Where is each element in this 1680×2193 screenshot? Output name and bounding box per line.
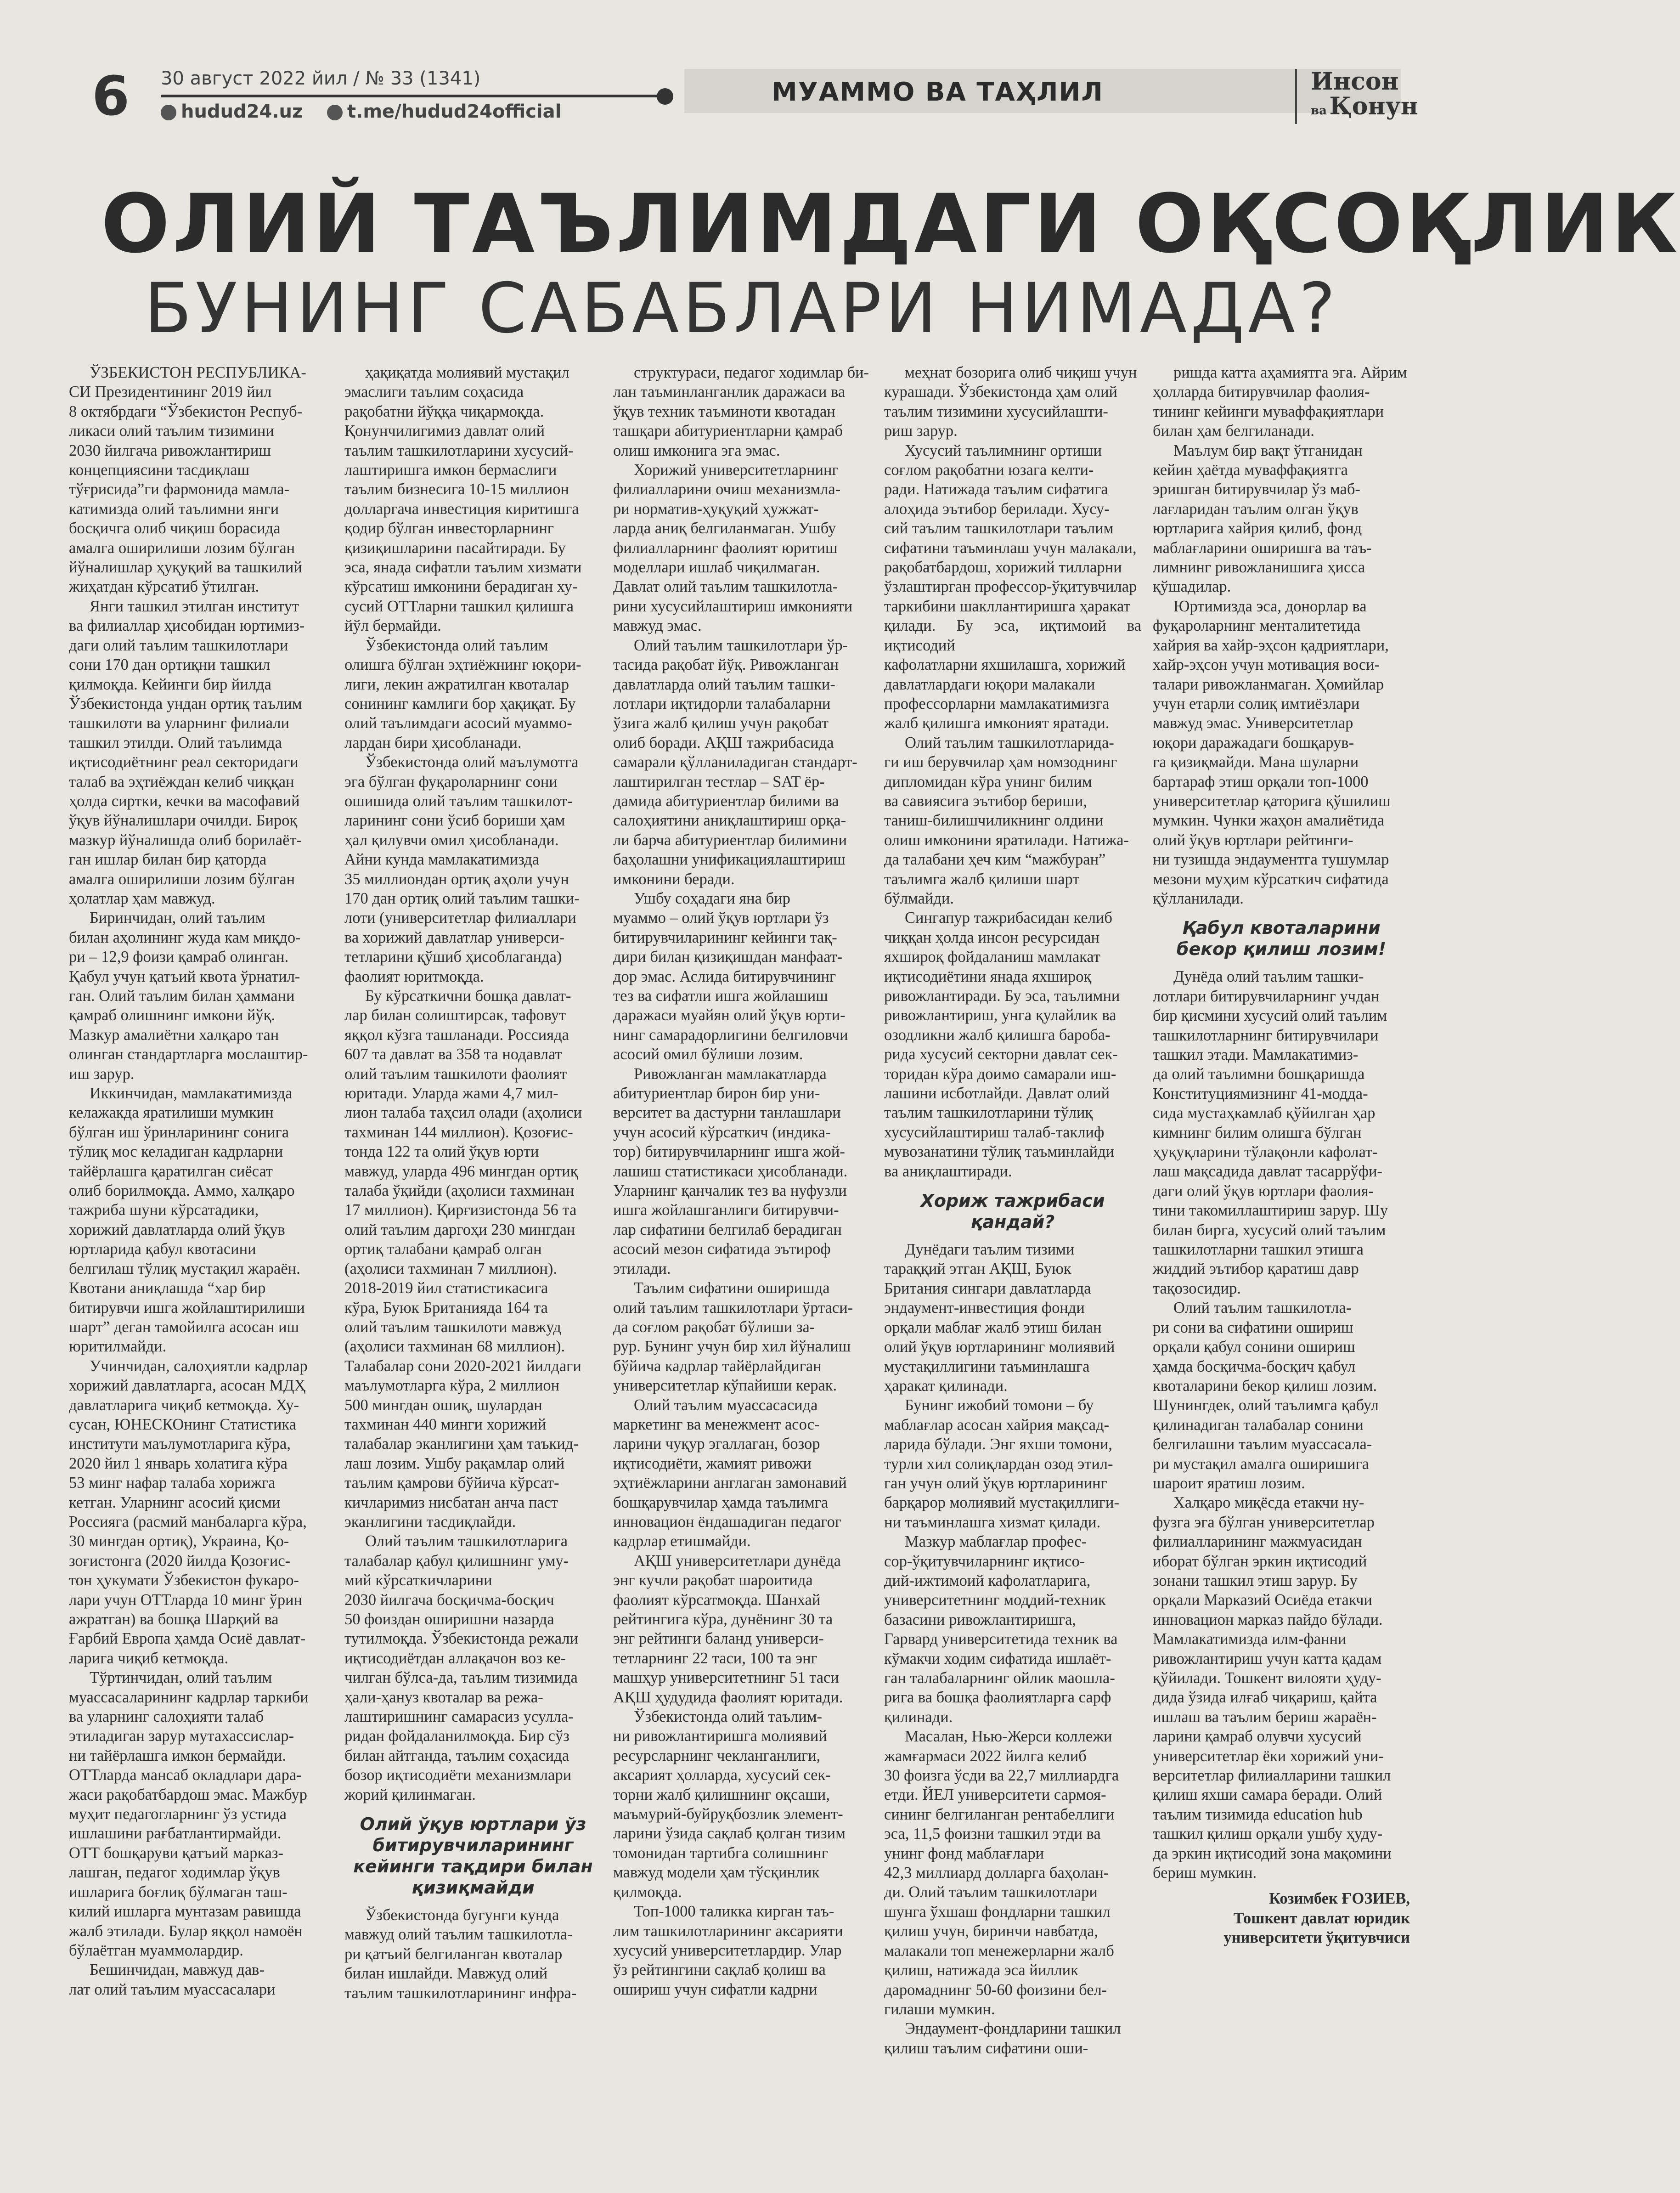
paragraph: Ушбу соҳадаги яна бир муаммо – олий ўқув юртлари ўз битирувчиларининг кейинги тақ- дири билан қизиқишдан манфаат- дор эмас. Аслида битирувчининг тез ва сифатли ишга жойлашиш даражаси муайян олий ўқув юрти- нинг самарадорлигини белгиловчи асосий омил бўлиши лозим. [613,889,848,1063]
paragraph: ришда катта аҳамиятга эга. Айрим ҳолларда битирувчилар фаолия- тининг кейинги муваффақиятлари билан ҳам белгиланади. [1153,364,1407,440]
column-5 [1153,363,1410,1948]
paragraph: Дунёдаги таълим тизими тараққий этган АҚШ, Буюк Британия сингари давлатларда эндаумент-инвестиция фонди орқали маблағ жалб этиш билан олий ўқув юртларининг молиявий мустақиллигини таъминлашга ҳаракат қилинади. [884,1241,1115,1395]
paragraph: Мазкур маблағлар профес- сор-ўқитувчиларнинг иқтисо- дий-ижтимоий кафолатларига, университетнинг моддий-техник базасини ривожлантиришга, Гарвард университетида техник ва кўмакчи ходим сифатида ишлаёт- ган талабаларнинг ойлик маошла- рига ва бошқа фаолиятларга сарф қилинади. [884,1533,1118,1726]
paragraph: Олий таълим ташкилотла- ри сони ва сифатини ошириш орқали қабул сонини ошириш ҳамда босқичма-босқич қабул квоталарини бекор қилиш лозим. Шунингдек, олий таълимга қабул қилинадиган талабалар сонини белгилашни таълим муассасала- ри мустақил амалга оширишига шароит яратиш лозим. [1153,1299,1379,1492]
page-number: 6 [92,64,130,128]
author-name: Козимбек ҒОЗИЕВ, [1269,1890,1410,1908]
column-2 [344,363,602,2003]
paragraph: Юртимизда эса, донорлар ва фуқароларнинг менталитетида хайрия ва хайр-эҳсон қадриятлари, хайр-эҳсон учун мотивация воси- талари ривожланмаган. Ҳомийлар учун етарли солиқ имтиёзлари мавжуд эмас. Университетлар юқори даражадаги бошқарув- га қизиқмайди. Мана шуларни бартараф этиш орқали топ-1000 университетлар қаторига қўшилиш мумкин. Чунки жаҳон амалиётида олий ўқув юртлари рейтинги- ни тузишда эндаументга тушумлар мезони муҳим кўрсаткич сифатида қўлланилади. [1153,597,1391,907]
paragraph: Ўзбекистонда олий таълим олишга бўлган эҳтиёжнинг юқори- лиги, лекин ажратилган квоталар сонининг камлиги бор ҳақиқат. Бу олий таълимдаги асосий муаммо- лардан бири ҳисобланади. [344,636,581,752]
paragraph: Олий таълим ташкилотлари ўр- тасида рақобат йўқ. Ривожланган давлатларда олий таълим ташки- лотлари иқтидорли талабаларни ўзига жалб қилиш учун рақобат олиб боради. АҚШ тажрибасида самарали қўлланиладиган стандарт- лаштирилган тестлар – SAT ёр- дамида абитуриентлар билими ва салоҳиятини аниқлаштириш орқа- ли барча абитуриентлар билимини баҳолашни унификациялаштириш имконини беради. [613,636,857,888]
paragraph: ЎЗБЕКИСТОН РЕСПУБЛИКА- СИ Президентининг 2019 йил 8 октябрдаги “Ўзбекистон Респуб- ликаси олий таълим тизимини 2030 йилгача ривожлантириш концепциясини тасдиқлаш тўғрисида”ги фармонида мамла- катимизда олий таълимни янги босқичга олиб чиқиш борасида амалга оширилиши лозим бўлган йўналишлар ҳуқуқий ва ташкилий жиҳатдан кўрсатиб ўтилган. [69,364,306,596]
paragraph: Сингапур тажрибасидан келиб чиққан ҳолда инсон ресурсидан яхшироқ фойдаланиш мамлакат иқтисодиётини янада яхшироқ ривожлантиради. Бу эса, таълимни ривожлантириш, унга қулайлик ва озодликни жалб қилишга бароба- рида хусусий секторни давлат сек- торидан кўра доимо самарали иш- лашини исботлайди. Давлат олий таълим ташкилотларини тўлиқ хусусийлаштириш талаб-таклиф мувозанатини тўлиқ таъминлайди ва аниқлаштиради. [884,909,1120,1180]
paragraph: Таълим сифатини оширишда олий таълим ташкилотлари ўртаси- да соғлом рақобат бўлиши за- рур. Бунинг учун бир хил йўналиш бўйича кадрлар тайёрлайдиган университетлар кўпайиши керак. [613,1279,853,1395]
paragraph: Ўзбекистонда олий таълим- ни ривожлантиришга молиявий ресурсларнинг чекланганлиги, аксарият ҳолларда, хусусий сек- торни жалб қилишнинг оқсаши, маъмурий-буйруқбозлик элемент- ларини ўзида сақлаб қолган тизим томонидан тартибга солишнинг мавжуд модели ҳам тўсқинлик қилмоқда. [613,1708,846,1901]
paragraph: Бу кўрсаткични бошқа давлат- лар билан солиштирсак, тафовут яққол кўзга ташланади. Россияда 607 та давлат ва 358 та нодавлат олий таълим ташкилоти фаолият юритади. Уларда жами 4,7 мил- лион талаба таҳсил олади (аҳолиси тахминан 144 миллион). Қозоғис- тонда 122 та олий ўқув юрти мавжуд, уларда 496 мингдан ортиқ талаба ўқийди (аҳолиси тахминан 17 миллион). Қирғизистонда 56 та олий таълим даргоҳи 230 мингдан ортиқ талабани қамраб олган (аҳолиси тахминан 7 миллион). 2018-2019 йил статистикасига кўра, Буюк Британияда 164 та олий таълим ташкилоти мавжуд (аҳолиси тахминан 68 миллион). Талабалар сони 2020-2021 йилдаги маълумотларга кўра, 2 миллион 500 мингдан ошиқ, шулардан тахминан 440 минги хорижий талабалар эканлигини ҳам таъкид- лаш лозим. Ушбу рақамлар олий таълим қамрови бўйича кўрсат- кичларимиз нисбатан анча паст эканлигини тасдиқлайди. [344,987,582,1531]
paragraph: Учинчидан, салоҳиятли кадрлар хорижий давлатларга, асосан МДҲ давлатларига чиқиб кетмоқда. Ху- сусан, ЮНЕСКОнинг Статистика институти маълумотларига кўра, 2020 йил 1 январь холатига кўра 53 минг нафар талаба хорижга кетган. Уларнинг асосий қисми Россияга (расмий манбаларга кўра, 30 мингдан ортиқ), Украина, Қо- зоғистонга (2020 йилда Қозоғис- тон ҳукумати Ўзбекистон фукаро- лари учун ОТТларда 10 минг ўрин ажратган) ва бошқа Шарқий ва Ғарбий Европа ҳамда Осиё давлат- ларига чиқиб кетмоқда. [69,1357,308,1667]
paragraph: ҳақиқатда молиявий мустақил эмаслиги таълим соҳасида рақобатни йўққа чиқармоқда. Қонунчилигимиз давлат олий таълим ташкилотларини хусусий- лаштиришга имкон бермаслиги таълим бизнесига 10-15 миллион долларгача инвестиция киритишга қодир бўлган инвесторларнинг қизиқишларини пасайтиради. Бу эса, янада сифатли таълим хизмати кўрсатиш имконини берадиган ху- сусий ОТТларни ташкил қилишга йўл бермайди. [344,364,582,635]
subheading: Олий ўқув юртлари ўз битирувчиларининг кейинги тақдири билан қизиқмайди [353,1814,593,1898]
globe-icon [161,105,176,120]
author-title: Тошкент давлат юридик университети ўқитувчиси [1223,1909,1410,1947]
page-header [92,64,1424,142]
paragraph: Олий таълим ташкилотларида- ги иш берувчилар ҳам номзоднинг дипломидан кўра унинг билим ва савиясига эътибор бериши, таниш-билишчиликнинг олдини олиш имконини яратилади. Натижа- да талабани ҳеч ким “мажбуран” таълимга жалб қилиши шарт бўлмайди. [884,734,1129,907]
paragraph: Тўртинчидан, олий таълим муассасаларининг кадрлар таркиби ва уларнинг салоҳияти талаб этиладиган зарур мутахассислар- ни тайёрлашга имкон бермайди. ОТТларда мансаб окладлари дара- жаси рақобатбардош эмас. Мажбур муҳит педагогларнинг ўз устида ишлашини рағбатлантирмайди. ОТТ бошқаруви қатъий марказ- лашган, педагог ходимлар ўқув ишларига боғлиқ бўлмаган таш- килий ишларга мунтазам равишда жалб этилади. Булар яққол намоён бўлаётган муаммолардир. [69,1669,309,1959]
author-signature [1153,1889,1410,1947]
paragraph: АҚШ университетлари дунёда энг кучли рақобат шароитида фаолият кўрсатмоқда. Шанхай рейтингига кўра, дунёнинг 30 та энг рейтинги баланд универси- тетларнинг 22 таси, 100 та энг машҳур университетнинг 51 таси АҚШ ҳудудида фаолият юритади. [613,1552,843,1706]
section-title: МУАММО ВА ТАҲЛИЛ [772,77,1104,107]
paragraph: Дунёда олий таълим ташки- лотлари битирувчиларнинг учдан бир қисмини хусусий олий таълим ташкилотларнинг битирувчилари ташкил этади. Мамлакатимиз- да олий таълимни бошқаришда Конституциямизнинг 41-модда- сида мустаҳкамлаб қўйилган ҳар кимнинг билим олишга бўлган ҳуқуқларини тўлақонли кафолат- лаш мақсадида давлат тасаррўфи- даги олий ўқув юртлари фаолия- тини такомиллаштириш зарур. Шу билан бирга, хусусий олий таълим ташкилотларни ташкил этишга жиддий эътибор қаратиш давр тақозосидир. [1153,968,1388,1297]
paragraph: Бешинчидан, мавжуд дав- лат олий таълим муассасалари [69,1961,276,1998]
column-4 [884,363,1141,2058]
subheading: Хориж тажрибаси қандай? [920,1191,1105,1232]
header-rule [161,95,666,97]
article-subtitle: БУНИНГ САБАБЛАРИ НИМАДА? [144,269,1339,349]
header-links [161,101,580,122]
paragraph: Ўзбекистонда олий маълумотга эга бўлган фуқароларнинг сони ошишида олий таълим ташкилот- ларининг сони ўсиб бориши ҳам ҳал қилувчи омил ҳисобланади. Айни кунда мамлакатимизда 35 миллиондан ортиқ аҳоли учун 170 дан ортиқ олий таълим ташки- лоти (университетлар филиаллари ва хорижий давлатлар универси- тетларини қўшиб ҳисоблаганда) фаолият юритмоқда. [344,753,580,985]
paragraph: Эндаумент-фондларини ташкил қилиш таълим сифатини оши- [884,2020,1121,2057]
column-1 [69,363,326,1999]
website-link[interactable]: hudud24.uz [161,101,303,122]
telegram-link[interactable]: t.me/hudud24official [327,101,561,122]
paragraph: Янги ташкил этилган институт ва филиаллар ҳисобидан юртимиз- даги олий таълим ташкилотлари сони 170 дан ортиқни ташкил қилмоқда. Кейинги бир йилда Ўзбекистонда ундан ортиқ таълим ташкилоти ва уларнинг филиали ташкил этилди. Олий таълимда иқтисодиётнинг реал секторидаги талаб ва эҳтиёждан келиб чиққан ҳолда сиртки, кечки ва масофавий ўқув йўналишлари очилди. Бироқ мазкур йўналишда олиб борилаёт- ган ишлар билан бир қаторда амалга оширилиши лозим бўлган ҳолатлар ҳам мавжуд. [69,597,305,907]
header-dot [657,88,673,105]
paragraph: Ривожланган мамлакатларда абитуриентлар бирон бир уни- верситет ва дастурни танлашлари учун асосий кўрсаткич (индика- тор) битирувчиларнинг ишга жой- лашиш статистикаси ҳисобланади. Уларнинг қанчалик тез ва нуфузли ишга жойлашганлиги битирувчи- лар сифатини белгилаб берадиган асосий мезон сифатида эътироф этилади. [613,1065,848,1277]
paragraph: Маълум бир вақт ўтганидан кейин ҳаётда муваффақиятга эришган битирувчилар ўз маб- лағларидан таълим олган ўқув юртларига хайрия қилиб, фонд маблағларини оширишга ва таъ- лимнинг ривожланишига ҳисса қўшадилар. [1153,441,1372,596]
paragraph: Олий таълим ташкилотларига талабалар қабул қилишнинг уму- мий кўрсаткичларини 2030 йилгача босқичма-босқич 50 фоиздан оширишни назарда тутилмоқда. Ўзбекистонда режали иқтисодиётдан аллақачон воз ке- чилган бўлса-да, таълим тизимида ҳали-ҳануз квоталар ва режа- лаштиришнинг самарасиз усулла- ридан фойдаланилмоқда. Бир сўз билан айтганда, таълим соҳасида бозор иқтисодиёти механизмлари жорий қилинмаган. [344,1532,579,1803]
paragraph: структураси, педагог ходимлар би- лан таъминланганлик даражаси ва ўқув техник таъминоти квотадан ташқари абитуриентларни қамраб олиш имконига эга эмас. [613,364,869,459]
paragraph: Ўзбекистонда бугунги кунда мавжуд олий таълим ташкилотла- ри қатъий белгиланган квоталар билан ишлайди. Мавжуд олий таълим ташкилотларининг инфра- [344,1906,577,2002]
paragraph: Иккинчидан, мамлакатимизда келажакда яратилиши мумкин бўлган иш ўринларининг сонига тўлиқ мос келадиган кадрларни тайёрлашга қаратилган сиёсат олиб борилмоқда. Аммо, халқаро тажриба шуни кўрсатадики, хорижий давлатларда олий ўқув юртларида қабул квотасини белгилаш тўлиқ мустақил жараён. Квотани аниқлашда “хар бир битирувчи ишга жойлаштирилиши шарт” деган тамойилга асосан иш юритилмайди. [69,1085,305,1356]
subheading: Қабул квоталарини бекор қилиш лозим! [1176,918,1387,960]
paragraph: Бунинг ижобий томони – бу маблағлар асосан хайрия мақсад- ларида бўлади. Энг яхши томони, турли хил солиқлардан озод этил- ган учун олий ўқув юртларининг барқарор молиявий мустақиллиги- ни таъминлашга хизмат қилади. [884,1396,1120,1531]
paragraph: Топ-1000 таликка кирган таъ- лим ташкилотларининг аксарияти хусусий университетлардир. Улар ўз рейтингини сақлаб қолиш ва ошириш учун сифатли кадрни [613,1903,843,1998]
article-title: ОЛИЙ ТАЪЛИМДАГИ ОҚСОҚЛИК [101,177,1680,271]
column-3 [613,363,870,1999]
issue-date: 30 август 2022 йил / № 33 (1341) [161,68,481,89]
paragraph: Биринчидан, олий таълим билан аҳолининг жуда кам миқдо- ри – 12,9 фоизи қамраб олинган. Қабул учун қатъий квота ўрнатил- ган. Олий таълим билан ҳаммани қамраб олишнинг имкони йўқ. Мазкур амалиётни халқаро тан олинган стандартларга мослаштир- иш зарур. [69,909,308,1083]
telegram-icon [327,105,343,120]
paragraph: Масалан, Нью-Жерси коллежи жамғармаси 2022 йилга келиб 30 фоизга ўсди ва 22,7 миллиардга етди. ЙЕЛ университети сармоя- сининг белгиланган рентабеллиги эса, 11,5 фоизни ташкил этди ва унинг фонд маблағлари 42,3 миллиард долларга баҳолан- ди. Олий таълим ташкилотлари шунга ўхшаш фондларни ташкил қилиш учун, биринчи навбатда, малакали топ менежерларни жалб қилиш, натижада эса йиллик даромаднинг 50-60 фоизини бел- гилаши мумкин. [884,1728,1119,2018]
paragraph: Халқаро миқёсда етакчи ну- фузга эга бўлган университетлар филиалларининг мажмуасидан иборат бўлган эркин иқтисодий зонани ташкил этиш зарур. Бу орқали Марказий Осиёда етакчи инновацион марказ пайдо бўлади. Мамлакатимизда илм-фанни ривожлантириш учун катта қадам қўйилади. Тошкент вилояти ҳуду- дида ўзида илғаб чиқариш, қайта ишлаш ва таълим бериш жараён- ларини қамраб олувчи хусусий университетлар ёки хорижий уни- верситетлар филиалларини ташкил қилиш яхши самара беради. Олий таълим тизимида education hub ташкил қилиш орқали ушбу ҳуду- да эркин иқтисодий зона мақомини бериш мумкин. [1153,1494,1392,1882]
paragraph: Олий таълим муассасасида маркетинг ва менежмент асос- ларини чуқур эгаллаган, бозор иқтисодиёти, жамият ривожи эҳтиёжларини англаган замонавий бошқарувчилар ҳамда таълимга инновацион ёндашадиган педагог кадрлар етишмайди. [613,1396,847,1550]
paragraph: Хорижий университетларнинг филиалларини очиш механизмла- ри норматив-ҳуқуқий ҳужжат- ларда аниқ белгиланмаган. Ушбу филиалларнинг фаолият юритиш моделлари ишлаб чиқилмаган. Давлат олий таълим ташкилотла- рини хусусийлаштириш имконияти мавжуд эмас. [613,461,853,635]
newspaper-logo: Инсон ва Қонун [1295,69,1444,124]
paragraph: Хусусий таълимнинг ортиши соғлом рақобатни юзага келти- ради. Натижада таълим сифатига алоҳида эътибор берилади. Хусу- сий таълим ташкилотлари таълим сифатини таъминлаш учун малакали, рақобатбардош, хорижий тилларни ўзлаштирган профессор-ўқитувчилар таркибини шакллантиришга ҳаракат қилади. Бу эса, иқтимоий ва иқтисодий кафолатларни яхшилашга, хорижий давлатлардаги юқори малакали профессорларни мамлакатимизга жалб қилишга имконият яратади. [884,441,1141,732]
paragraph: меҳнат бозорига олиб чиқиш учун курашади. Ўзбекистонда ҳам олий таълим тизимини хусусийлашти- риш зарур. [884,364,1137,440]
